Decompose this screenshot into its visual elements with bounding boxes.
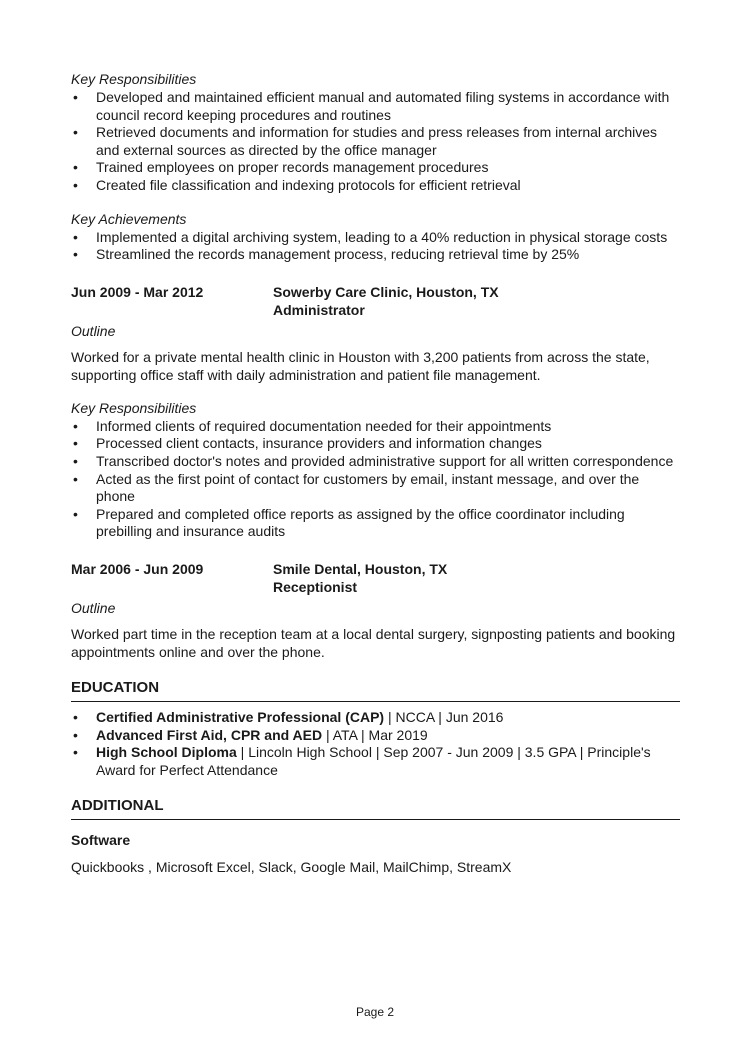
job-org-block	[273, 283, 680, 319]
job-title: Administrator	[273, 301, 365, 318]
education-heading: EDUCATION	[71, 678, 680, 702]
education-item	[71, 744, 680, 779]
education-item	[71, 709, 680, 727]
list-item: • Processed client contacts, insurance providers and information changes	[71, 435, 680, 453]
list-item: • Streamlined the records management process, reducing retrieval time by 25%	[71, 246, 680, 264]
resume-page	[71, 70, 680, 876]
responsibilities-list	[71, 89, 680, 195]
outline-text: Worked for a private mental health clinic in Houston with 3,200 patients from across the state, supporting office staff with daily administration and patient file management.	[71, 348, 650, 383]
job-org-block	[273, 560, 680, 596]
responsibilities-label: Key Responsibilities	[71, 399, 197, 416]
list-item: • Acted as the first point of contact for customers by email, instant message, and over the phone	[71, 471, 680, 506]
job-dates: Mar 2006 - Jun 2009	[71, 560, 204, 577]
outline-label: Outline	[71, 322, 116, 339]
list-item: • Trained employees on proper records management procedures	[71, 159, 680, 177]
education-degree: Advanced First Aid, CPR and AED	[96, 726, 323, 743]
job-header	[71, 283, 680, 319]
list-item: • Prepared and completed office reports as assigned by the office coordinator including prebilling and insurance audits	[71, 506, 680, 541]
education-degree: High School Diploma	[96, 744, 237, 761]
software-label: Software	[71, 832, 131, 849]
list-item: • Developed and maintained efficient manual and automated filing systems in accordance with council record keeping procedures and routines	[71, 89, 680, 124]
education-list	[71, 709, 680, 779]
list-item: • Informed clients of required documentation needed for their appointments	[71, 418, 680, 436]
job-organization: Smile Dental, Houston, TX	[273, 560, 448, 577]
education-degree: Certified Administrative Professional (CAP)	[96, 708, 385, 725]
education-details: | Lincoln High School | Sep 2007 - Jun 2009 | 3.5 GPA | Principle's Award for Perfect Attendance	[96, 744, 651, 778]
job-organization: Sowerby Care Clinic, Houston, TX	[273, 283, 499, 300]
list-item: • Created file classification and indexing protocols for efficient retrieval	[71, 177, 680, 195]
additional-heading: ADDITIONAL	[71, 796, 680, 820]
outline-text: Worked part time in the reception team at a local dental surgery, signposting patients and booking appointments online and over the phone.	[71, 625, 676, 660]
software-list: Quickbooks , Microsoft Excel, Slack, Google Mail, MailChimp, StreamX	[71, 859, 512, 876]
list-item: • Implemented a digital archiving system, leading to a 40% reduction in physical storage costs	[71, 229, 680, 247]
list-item: • Transcribed doctor's notes and provided administrative support for all written correspondence	[71, 453, 680, 471]
responsibilities-label: Key Responsibilities	[71, 71, 197, 87]
achievements-label: Key Achievements	[71, 210, 187, 227]
page-number: Page 2	[355, 1005, 395, 1019]
education-item	[71, 727, 680, 745]
education-details: | ATA | Mar 2019	[322, 726, 428, 743]
job-title: Receptionist	[273, 578, 358, 595]
job-header	[71, 560, 680, 596]
list-item: • Retrieved documents and information for studies and press releases from internal archives and external sources as directed by the office manager	[71, 124, 680, 159]
responsibilities-list	[71, 418, 680, 541]
job-dates: Jun 2009 - Mar 2012	[71, 283, 204, 300]
achievements-list	[71, 229, 680, 264]
education-details: | NCCA | Jun 2016	[384, 708, 504, 725]
outline-label: Outline	[71, 599, 116, 616]
